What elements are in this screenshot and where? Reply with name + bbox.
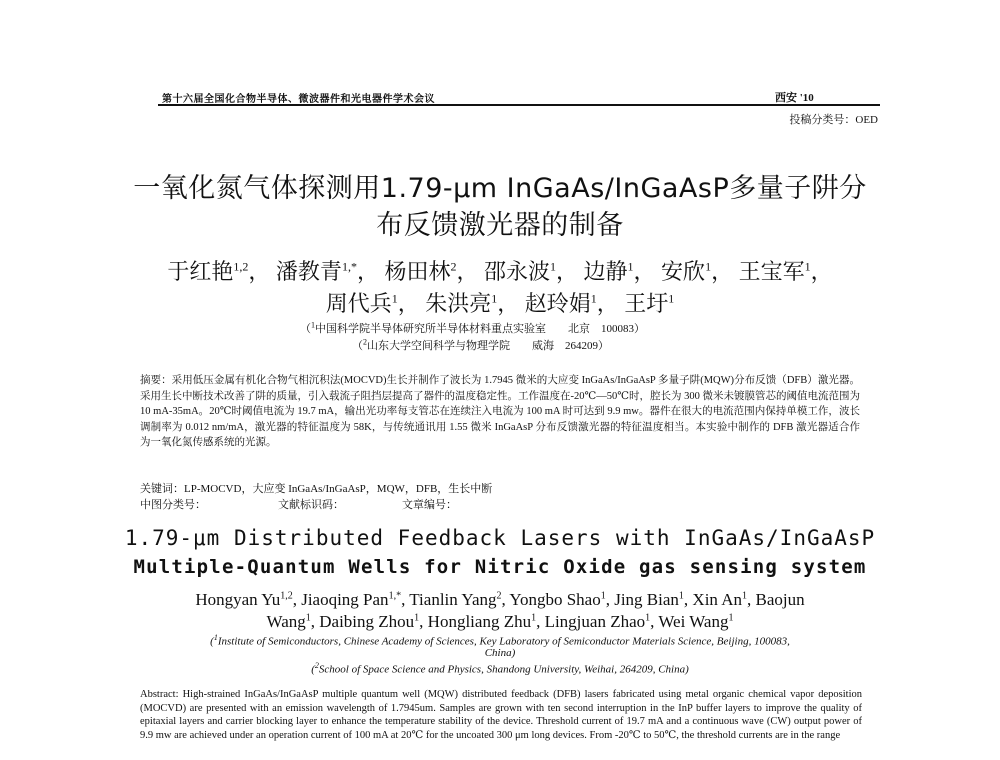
chinese-title-line2: 布反馈激光器的制备	[376, 210, 624, 241]
author-name: 于红艳	[167, 259, 234, 284]
author-affil-mark: 1	[804, 259, 811, 274]
aff-mark: 1	[213, 633, 218, 642]
author-name: 赵玲娟	[524, 291, 591, 316]
author-affil-mark: 1	[590, 291, 597, 306]
conference-location: 西安 '10	[775, 92, 814, 104]
english-affiliation-1-cont: China)	[484, 647, 516, 659]
author-affil-mark: 1	[600, 590, 606, 602]
english-affiliation-1: ($^1$Institute of Semiconductors, Chinese Academy of Sciences, Key Laboratory of Semiconductor Materials Science, Beijing, 100083,	[210, 633, 790, 648]
author-name: Tianlin Yang	[409, 590, 497, 609]
author-affil-mark: 1	[305, 612, 311, 624]
author-name: Hongliang Zhu	[427, 612, 532, 631]
author-affil-mark: 1	[705, 259, 712, 274]
author-name: 杨田林	[384, 259, 451, 284]
author-affil-mark: 1	[531, 612, 537, 624]
chinese-affiliation-2	[352, 337, 609, 353]
chinese-abstract: 摘要：采用低压金属有机化合物气相沉积法(MOCVD)生长并制作了波长为 1.7945 微米的大应变 InGaAs/InGaAsP 多量子阱(MQW)分布反馈（DFB）激光器。采用生长中断技术改善了阱的质量，引入载流子阻挡层提高了器件的温度稳定性。工作温度在-20℃—50℃时，腔长为 300 微米未镀膜管芯的阈值电流范围为 10 mA-35mA。20℃时阈值电流为 19.7 mA，输出光功率每支管芯在连续注入电流为 100 mA 时可达到 9.9 mw。器件在很大的电流范围内保持单模工作，波长调制率为 0.012 nm/mA，激光器的特征温度为 58K，与传统通讯用 1.55 微米 InGaAsP 分布反馈激光器的特征温度相当。本实验中制作的 DFB 激光器适合作为一氧化氮传感系统的光源。	[140, 375, 860, 448]
author-affil-mark: 1	[627, 259, 634, 274]
author-affil-mark: 1,*	[341, 259, 357, 274]
english-authors-line1: Hongyan Yu$^{1,2}$, Jiaoqing Pan$^{1,*}$, Tianlin Yang$^2$, Yongbo Shao$^1$, Jing Bian$^1$, Xin An$^1$, Baojun	[195, 590, 805, 609]
author-name: 边静	[583, 259, 628, 284]
author-affil-mark: 2	[496, 590, 502, 602]
author-affil-mark: 1,2	[280, 590, 293, 602]
aff-text: School of Space Science and Physics, Shandong University, Weihai, 264209, China)	[318, 663, 689, 676]
author-affil-mark: 1	[742, 590, 748, 602]
author-name: Yongbo Shao	[509, 590, 601, 609]
author-name: Hongyan Yu	[195, 590, 281, 609]
author-name: 潘教青	[275, 259, 342, 284]
article-number-label: 文章编号：	[402, 499, 457, 511]
author-name: 安欣	[661, 259, 706, 284]
author-name: Jing Bian	[614, 590, 679, 609]
author-affil-mark: 2	[450, 259, 457, 274]
author-affil-mark: 1	[414, 612, 420, 624]
chinese-authors-line1: 于红艳$^{1,2}$， 潘教青$^{1,*}$， 杨田林$^2$， 邵永波$^1$， 边静$^1$， 安欣$^1$， 王宝军$^1$，	[167, 259, 833, 284]
chinese-keywords: 关键词：LP-MOCVD，大应变 InGaAs/InGaAsP，MQW，DFB，生长中断	[140, 483, 493, 495]
author-affil-mark: 1	[550, 259, 556, 274]
author-name: Lingjuan Zhao	[544, 612, 646, 631]
author-name: 周代兵	[325, 291, 392, 316]
aff-mark: 2	[314, 661, 319, 670]
author-affil-mark: 1	[491, 291, 498, 306]
english-affiliation-2: ($^2$School of Space Science and Physics, Shandong University, Weihai, 264209, China)	[311, 661, 689, 676]
aff-mark: 1	[311, 320, 315, 330]
english-abstract: Abstract: High-strained InGaAs/InGaAsP multiple quantum well (MQW) distributed feedback (DFB) lasers fabricated using metal organic chemical vapor deposition (MOCVD) are presented with an emission wavelength of 1.7945um. Samples are grown with ten second interruption in the InP buffer layers to improve the quality of epitaxial layers and carrier blocking layer to enhance the temperature stability of the device. Threshold current of 19.7 mA and a continuous wave (CW) output power of 9.9 mw are achieved under an operation current of 100 mA at 20℃ for the uncoated 300 μm long devices. From -20℃ to 50℃, the threshold currents are in the range	[140, 689, 862, 741]
author-affil-mark: 1	[391, 291, 398, 306]
chinese-authors-line2: 周代兵$^1$， 朱洪亮$^1$， 赵玲娟$^1$， 王圩$^1$	[325, 291, 675, 316]
chinese-affiliation-1	[300, 320, 645, 336]
author-name: Wei Wang	[658, 612, 729, 631]
author-affil-mark: 1	[645, 612, 651, 624]
doc-code-label: 文献标识码：	[278, 499, 344, 511]
conference-name: 第十六届全国化合物半导体、微波器件和光电器件学术会议	[162, 94, 435, 105]
header-rule	[158, 104, 880, 106]
aff-open: （	[300, 323, 311, 335]
author-affil-mark: 1,*	[388, 590, 402, 602]
author-name: 王宝军	[738, 259, 805, 284]
clc-label: 中图分类号：	[140, 499, 206, 511]
author-name: 朱洪亮	[425, 291, 492, 316]
author-affil-mark: 1,2	[233, 259, 249, 274]
author-name: Jiaoqing Pan	[301, 590, 389, 609]
english-title-line2: Multiple-Quantum Wells for Nitric Oxide gas sensing system	[133, 556, 867, 578]
author-name: Wang	[266, 612, 306, 631]
author-name: Xin An	[692, 590, 743, 609]
author-name: Baojun	[755, 590, 805, 609]
aff-text: 山东大学空间科学与物理学院 威海 264209）	[367, 340, 609, 352]
chinese-title-line1: 一氧化氮气体探测用1.79-μm InGaAs/InGaAsP多量子阱分	[133, 173, 867, 204]
author-name: 王圩	[624, 291, 669, 316]
submission-category: 投稿分类号：OED	[789, 114, 878, 126]
aff-mark: 2	[363, 337, 367, 347]
author-affil-mark: 1	[668, 291, 675, 306]
author-name: 邵永波	[483, 259, 550, 284]
english-title-line1: 1.79-μm Distributed Feedback Lasers with InGaAs/InGaAsP	[124, 526, 876, 550]
aff-text: Institute of Semiconductors, Chinese Academy of Sciences, Key Laboratory of Semiconductor Materials Science, Beijing, 100083,	[217, 635, 790, 648]
author-affil-mark: 1	[678, 590, 684, 602]
english-authors-line2: Wang$^1$, Daibing Zhou$^1$, Hongliang Zhu$^1$, Lingjuan Zhao$^1$, Wei Wang$^1$	[266, 612, 734, 631]
aff-open: （	[352, 340, 363, 352]
aff-text: 中国科学院半导体研究所半导体材料重点实验室 北京 100083）	[315, 323, 645, 335]
author-name: Daibing Zhou	[319, 612, 415, 631]
author-affil-mark: 1	[728, 612, 734, 624]
classification-row	[140, 496, 740, 512]
